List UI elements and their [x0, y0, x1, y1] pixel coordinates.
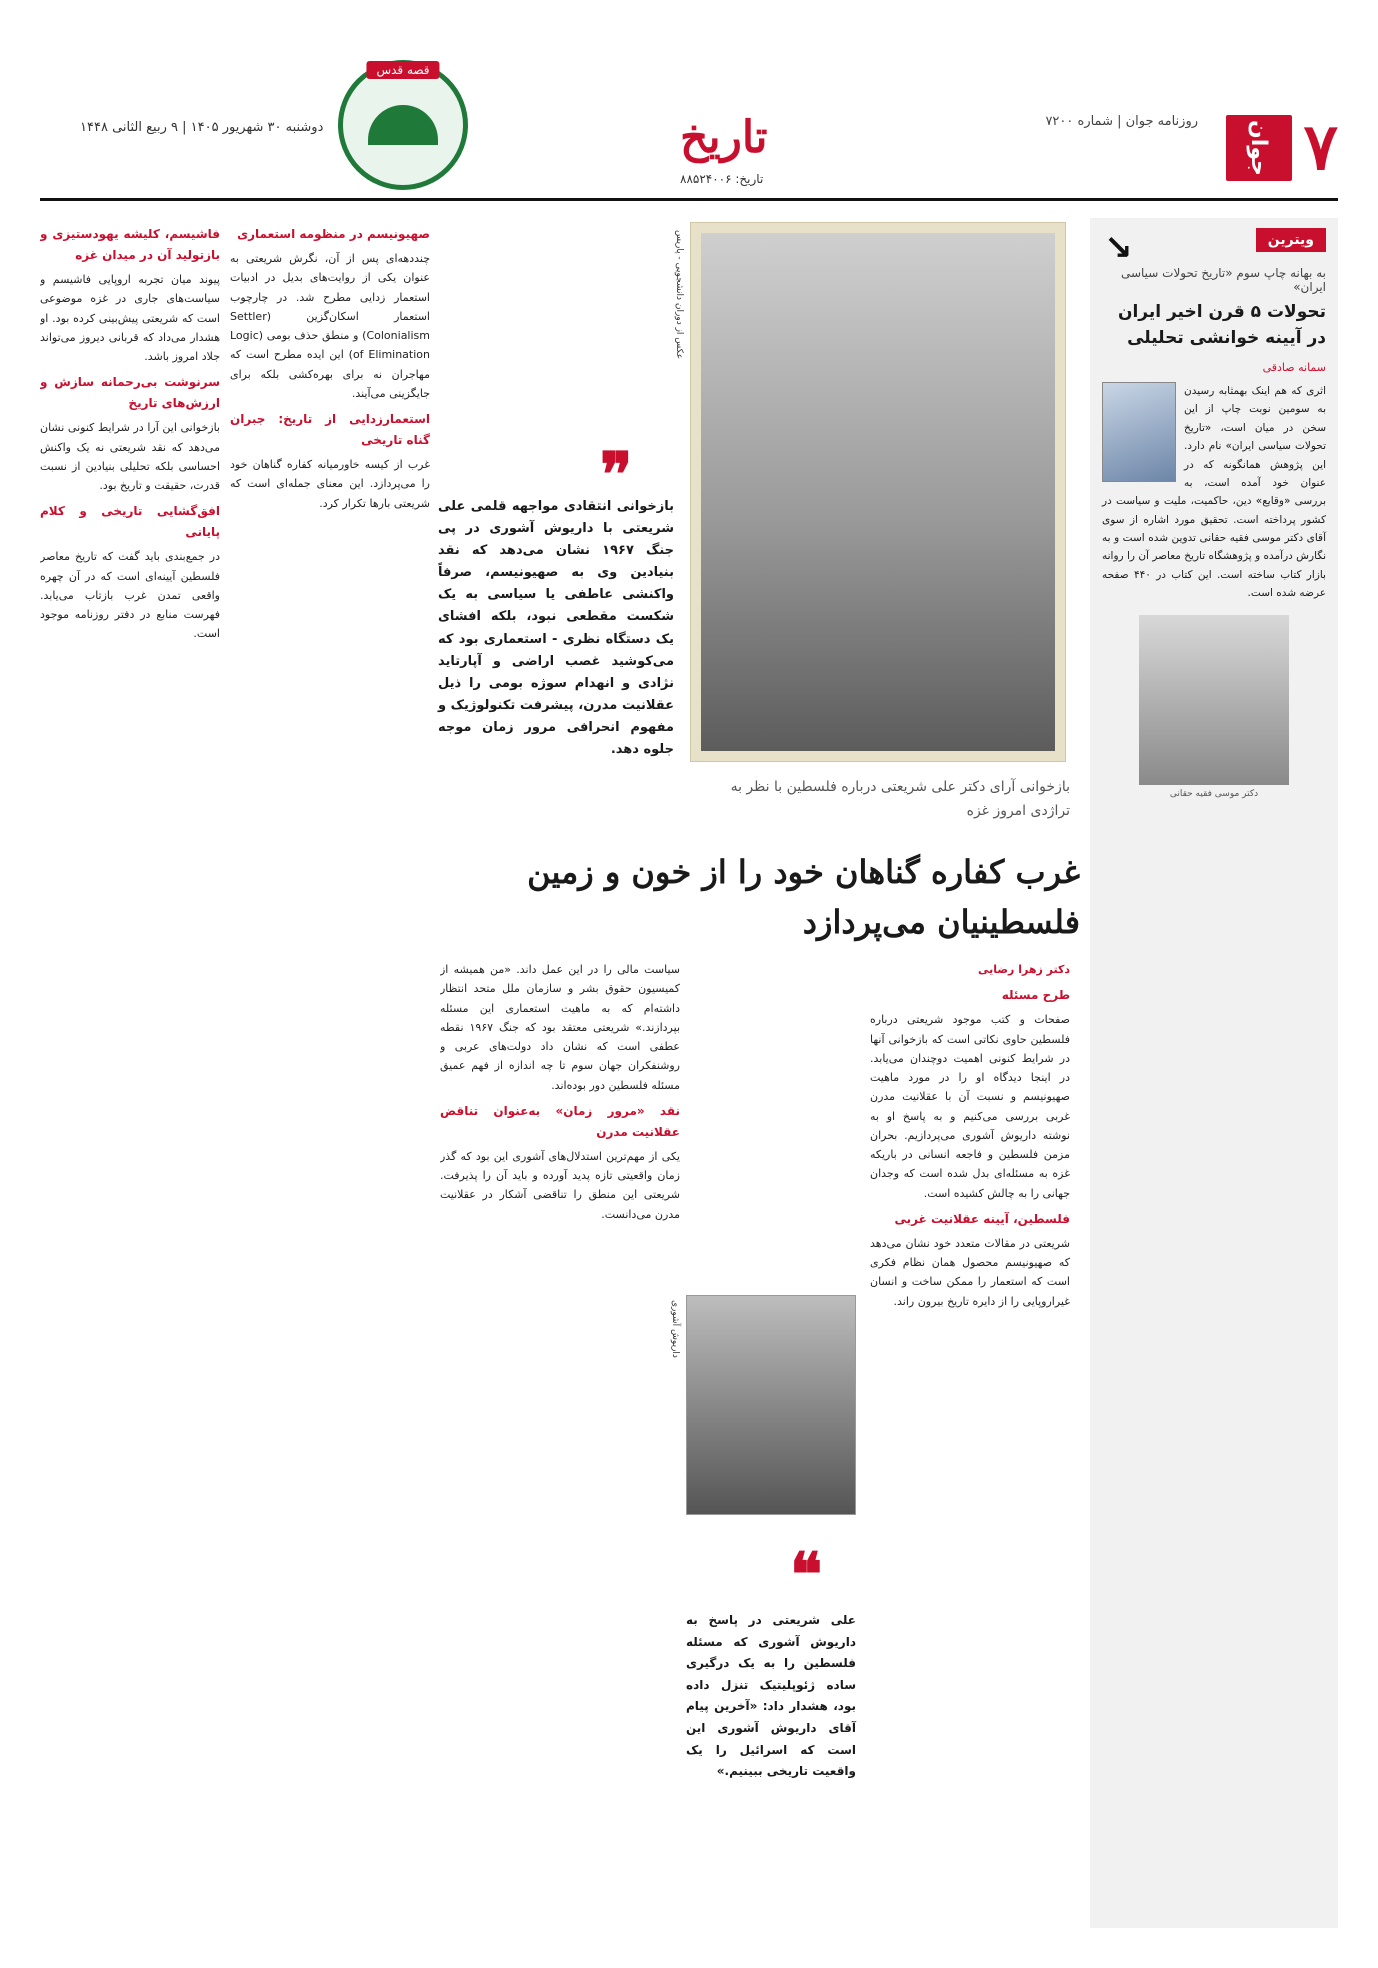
- column-3-heading-2: استعمارزدایی از تاریخ: جبران گناه تاریخی: [230, 412, 430, 447]
- lead-quote: بازخوانی انتقادی مواجهه قلمی علی شریعتی با داریوش آشوری در پی جنگ ۱۹۶۷ نشان می‌دهد که نقد بنیادین وی به صهیونیسم، صرفاً واکنشی عاطفی یا سیاسی به یک شکست مقطعی نبود، بلکه افشای یک دستگاه نظری - استعماری بود که می‌کوشید غصب اراضی و آپارتاید نژادی و انهدام سوژه بومی را ذیل عقلانیت مدرن، پیشرفت تکنولوژیک و مفهوم انحرافی مرور زمان موجه جلوه دهد.: [438, 499, 674, 758]
- shariati-photo-image: [701, 233, 1055, 751]
- sidebar-kicker: به بهانه چاپ سوم «تاریخ تحولات سیاسی ایران»: [1120, 266, 1326, 294]
- column-1-text: صفحات و کتب موجود شریعتی درباره فلسطین حاوی نکاتی است که بازخوانی آنها در شرایط کنونی اهمیت دوچندان می‌یابد. در اینجا دیدگاه او را در مورد ماهیت صهیونیسم و نسبت آن با عقلانیت مدرن غربی بررسی می‌کنیم و به پاسخ او به نوشته داریوش آشوری می‌پردازیم. بحران مزمن فلسطین و فاجعه انسانی در باریکه غزه به مسئله‌ای بدل شده است که وجدان جهانی را به چالش کشیده است.: [870, 1013, 1070, 1200]
- column-1-heading: طرح مسئله: [1001, 988, 1070, 1003]
- column-2: [440, 960, 680, 1920]
- page-number: ۷: [1303, 110, 1338, 185]
- emblem-label: قصه قدس: [366, 61, 439, 79]
- column-4: [40, 218, 220, 1928]
- masthead: [40, 40, 1338, 210]
- column-2-heading: نقد «مرور زمان» به‌عنوان تناقض عقلانیت مدرن: [440, 1103, 680, 1139]
- quote-icon: ❞: [600, 440, 633, 510]
- shariati-photo: [690, 222, 1066, 762]
- column-2-text-2: یکی از مهم‌ترین استدلال‌های آشوری این بود که گذر زمان واقعیتی تازه پدید آورده و باید آن را پذیرفت. شریعتی این منطق را تناقضی آشکار در عقلانیت مدرن می‌دانست.: [440, 1149, 680, 1221]
- date-line: دوشنبه ۳۰ شهریور ۱۴۰۵ | ۹ ربیع الثانی ۱۴۴۸: [80, 120, 324, 135]
- quds-emblem: [338, 60, 468, 190]
- portrait-caption: دکتر موسی فقیه حقانی: [1169, 788, 1259, 799]
- showcase-sidebar: [1090, 218, 1338, 1928]
- column-3-text: چنددهه‌ای پس از آن، نگرش شریعتی به عنوان یکی از روایت‌های بدیل در ادبیات استعمار زدایی مطرح شد. در چارچوب استعمار اسکان‌گزین (Settler Colonialism) و منطق حذف بومی (Logic of Elimination) این ایده مطرح است که مهاجران نه برای بهره‌کشی بلکه برای جایگزینی می‌آیند.: [230, 252, 430, 400]
- ashouri-credit: داریوش آشوری: [670, 1300, 680, 1358]
- subhead: بازخوانی آرای دکتر علی شریعتی درباره فلسطین با نظر به تراژدی امروز غزه: [730, 779, 1070, 819]
- column-4-text-2: بازخوانی این آرا در شرایط کنونی نشان می‌دهد که نقد شریعتی نه یک واکنش احساسی بلکه تحلیلی بنیادین از نسبت قدرت، حقیقت و تاریخ بود.: [40, 421, 220, 492]
- pull-quote: علی شریعتی در پاسخ به داریوش آشوری که مسئله فلسطین را به یک درگیری ساده ژئوپلیتیک تنزل داده بود، هشدار داد: «آخرین پیام آقای داریوش آشوری این است که اسرائیل را یک واقعیت تاریخی ببینیم.»: [686, 1613, 856, 1779]
- column-3-heading: صهیونیسم در منظومه استعماری: [237, 227, 430, 241]
- brand-logo: جوان: [1226, 115, 1292, 181]
- article-author: دکتر زهرا رضایی: [978, 963, 1070, 976]
- sidebar-body: اثری که هم اینک بهمثابه رسیدن به سومین نوبت چاپ از این سخن در میان است، «تاریخ تحولات سیاسی ایران» نام دارد. این پژوهش همانگونه که در عنوان خود آمده است، به بررسی «وقایع» دین، حاکمیت، ملیت و سیاست در کشور پرداخته است. تحقیق مورد اشاره از سوی آقای دکتر موسی فقیه حقانی تدوین شده است و به نگارش درآمده و پژوهشگاه تاریخ معاصر آن را روانه بازار کتاب ساخته است. این کتاب در ۴۴۰ صفحه عرضه شده است.: [1102, 385, 1326, 600]
- arrow-icon: ↘: [1104, 228, 1133, 268]
- section-title: تاریخ: [680, 112, 768, 163]
- ashouri-photo: [686, 1295, 856, 1515]
- showcase-badge: ویترین: [1256, 228, 1326, 252]
- section-phone: تاریخ: ۸۸۵۲۴۰۰۶: [680, 172, 764, 186]
- issue-line: روزنامه جوان | شماره ۷۲۰۰: [1045, 114, 1198, 129]
- column-1-text-2: شریعتی در مقالات متعدد خود نشان می‌دهد که صهیونیسم محصول همان نظام فکری است که استعمار را ممکن ساخت و انسان غیراروپایی را از دایره تاریخ بیرون راند.: [870, 1236, 1070, 1308]
- dome-icon: [368, 105, 438, 145]
- column-4-heading-2: سرنوشت بی‌رحمانه سازش و ارزش‌های تاریخ: [40, 375, 220, 411]
- sidebar-author: سمانه صادقی: [1262, 361, 1326, 374]
- column-2-text: سیاست مالی را در این عمل داند. «من همیشه از کمیسیون حقوق بشر و سازمان ملل متحد انتظار داشته‌ام که به ماهیت استعماری این مسئله بپردازند.» شریعتی معتقد بود که جنگ ۱۹۶۷ نقطه عطفی است که نشان داد دولت‌های عربی و روشنفکران جهان سوم تا چه اندازه از فهم عمیق مسئله فلسطین دور بوده‌اند.: [440, 963, 680, 1092]
- column-1-heading-2: فلسطین، آیینه عقلانیت غربی: [894, 1211, 1070, 1226]
- headline: غرب کفاره گناهان خود را از خون و زمین فلسطینیان می‌پردازد: [527, 853, 1080, 941]
- column-4-text: پیوند میان تجربه اروپایی فاشیسم و سیاست‌های جاری در غزه موضوعی است که شریعتی پیش‌بینی کرده بود. او هشدار می‌داد که قربانی دیروز می‌تواند جلاد امروز باشد.: [40, 273, 220, 363]
- brand: [1226, 110, 1338, 185]
- photo-credit: عکس از دوران دانشجویی - پاریس: [674, 230, 684, 360]
- author-portrait: [1139, 615, 1289, 785]
- column-3-text-2: غرب از کیسه خاورمیانه کفاره گناهان خود را می‌پردازد. این معنای جمله‌ای است که شریعتی بارها تکرار کرد.: [230, 458, 430, 510]
- column-4-heading-3: افق‌گشایی تاریخی و کلام پایانی: [40, 504, 220, 540]
- quote-icon-2: ❝: [790, 1540, 823, 1610]
- sidebar-title: تحولات ۵ قرن اخیر ایران در آیینه خوانشی تحلیلی: [1117, 302, 1326, 348]
- column-1: [870, 960, 1070, 1920]
- header-rule: [40, 198, 1338, 201]
- column-4-text-3: در جمع‌بندی باید گفت که تاریخ معاصر فلسطین آیینه‌ای است که در آن چهره واقعی تمدن غرب بازتاب می‌یابد. فهرست منابع در دفتر روزنامه موجود است.: [40, 550, 220, 641]
- book-cover-image: [1102, 382, 1176, 482]
- column-4-heading: فاشیسم، کلیشه یهودستیزی و بازتولید آن در میدان غزه: [40, 227, 220, 262]
- column-3: [230, 218, 430, 1928]
